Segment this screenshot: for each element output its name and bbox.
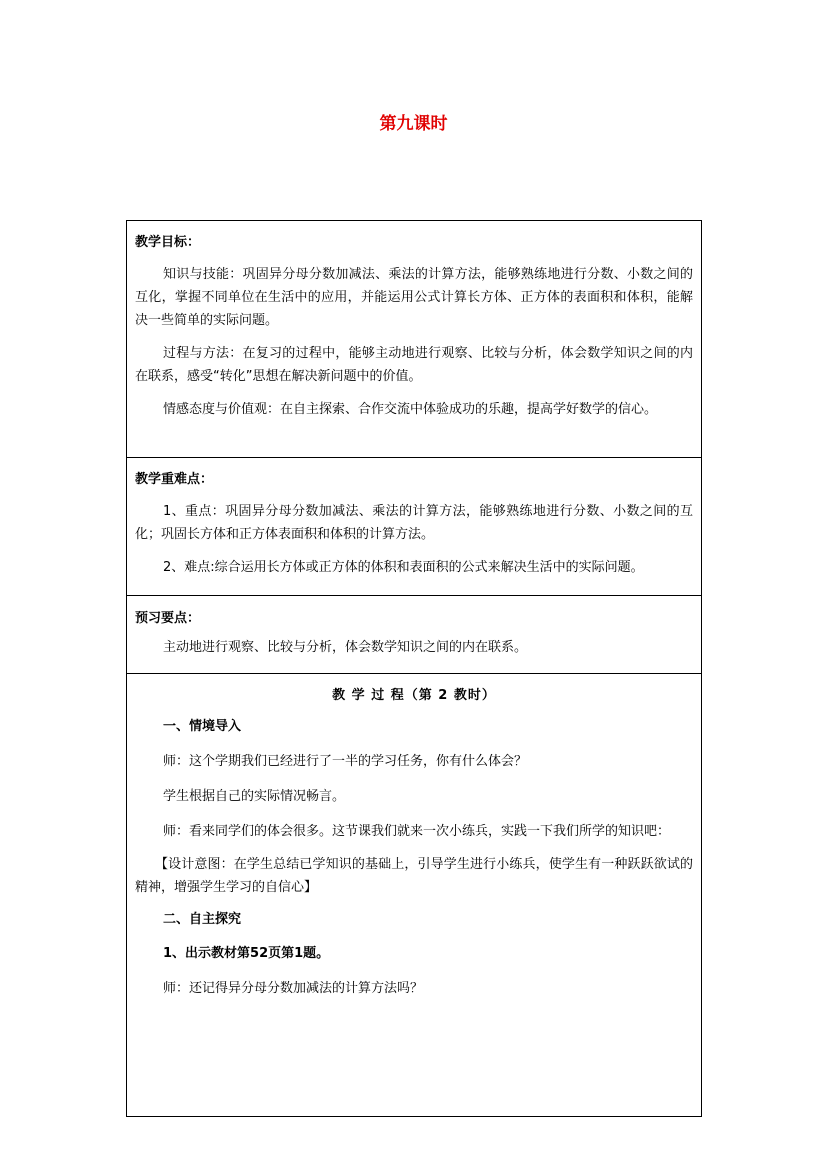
teacher-line-3: 师：还记得异分母分数加减法的计算方法吗？ xyxy=(163,981,424,996)
preview-cell xyxy=(127,596,701,674)
key-points-heading: 教学重难点： xyxy=(135,472,214,487)
design-intent-note: 【设计意图：在学生总结已学知识的基础上，引导学生进行小练兵，使学生有一种跃跃欲试的精神，增强学生学习的自信心】 xyxy=(135,857,693,895)
key-point-focus: 1、重点：巩固异分母分数加减法、乘法的计算方法，能够熟练地进行分数、小数之间的互化；巩固长方体和正方体表面积和体积的计算方法。 xyxy=(135,504,693,542)
teacher-line-1: 师：这个学期我们已经进行了一半的学习任务，你有什么体会？ xyxy=(163,754,528,769)
preview-text: 主动地进行观察、比较与分析，体会数学知识之间的内在联系。 xyxy=(163,640,528,655)
teacher-line-2: 师：看来同学们的体会很多。这节课我们就来一次小练兵，实践一下我们所学的知识吧： xyxy=(163,824,671,839)
page-title: 第九课时 xyxy=(379,114,448,134)
objectives-cell xyxy=(127,221,701,458)
key-points-cell xyxy=(127,458,701,596)
preview-heading: 预习要点： xyxy=(135,611,201,626)
section-self-exploration: 二、自主探究 xyxy=(163,912,242,927)
objective-process: 过程与方法：在复习的过程中，能够主动地进行观察、比较与分析，体会数学知识之间的内在联系，感受“转化”思想在解决新问题中的价值。 xyxy=(135,346,693,384)
lesson-plan-table xyxy=(126,220,702,1117)
objective-knowledge: 知识与技能：巩固异分母分数加减法、乘法的计算方法，能够熟练地进行分数、小数之间的互化，掌握不同单位在生活中的应用，并能运用公式计算长方体、正方体的表面积和体积，能解决一些简单的实际问题。 xyxy=(135,267,693,328)
teaching-process-cell xyxy=(127,674,701,1116)
process-heading: 教 学 过 程（第 2 教时） xyxy=(332,688,496,703)
section-situation-intro: 一、情境导入 xyxy=(163,719,242,734)
exercise-item-1: 1、出示教材第52页第1题。 xyxy=(163,946,330,961)
objective-emotion: 情感态度与价值观：在自主探索、合作交流中体验成功的乐趣，提高学好数学的信心。 xyxy=(163,402,658,417)
key-point-difficulty: 2、难点:综合运用长方体或正方体的体积和表面积的公式来解决生活中的实际问题。 xyxy=(163,560,644,575)
student-line-1: 学生根据自己的实际情况畅言。 xyxy=(163,789,346,804)
objectives-heading: 教学目标： xyxy=(135,235,201,250)
